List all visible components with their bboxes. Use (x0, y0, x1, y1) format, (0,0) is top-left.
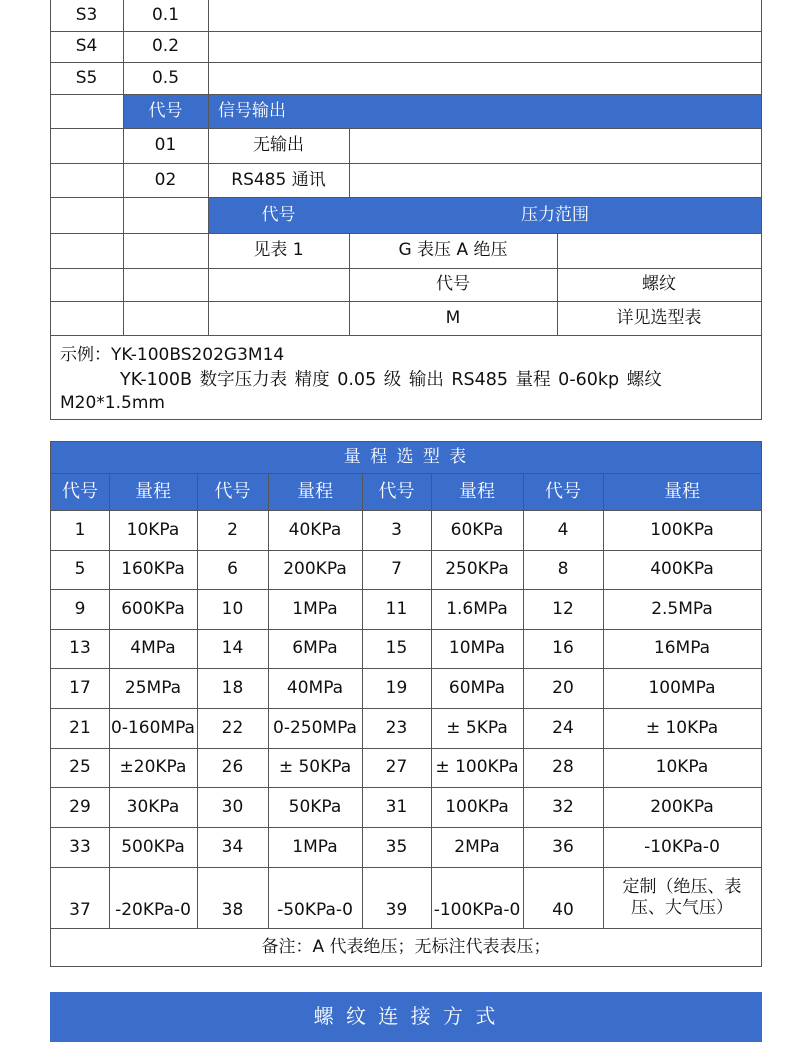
range-code-cell: 40 (552, 899, 574, 920)
range-code-cell: 17 (69, 677, 91, 698)
range-value-cell: 10MPa (448, 638, 506, 659)
range-value-cell: 100KPa (445, 796, 509, 817)
range-table-note: 备注：A 代表绝压；无标注代表表压； (261, 937, 551, 958)
range-code-cell: 26 (221, 757, 244, 778)
range-code-cell: 13 (69, 638, 91, 659)
range-value-cell: 60KPa (450, 519, 504, 540)
range-table-header-range: 量程 (135, 480, 171, 502)
example-line-1: 示例：YK-100BS202G3M14 (60, 345, 285, 365)
range-code-cell: 12 (552, 598, 574, 619)
range-table-header-code: 代号 (545, 480, 581, 502)
range-code-cell: 36 (552, 836, 574, 857)
range-value-cell: 200KPa (650, 796, 714, 817)
range-value-cell: -20KPa-0 (115, 899, 191, 920)
output-name-02: RS485 通讯 (231, 169, 326, 190)
range-code-cell: 25 (69, 757, 91, 778)
range-value-cell: 定制（绝压、表压、大气压） (622, 877, 742, 918)
spec-table (50, 0, 762, 420)
range-value-cell: 10KPa (655, 757, 709, 778)
range-value-cell: 6MPa (292, 638, 338, 659)
range-code-cell: 18 (221, 677, 244, 698)
output-header-code: 代号 (123, 94, 208, 128)
range-table-title: 量 程 选 型 表 (51, 442, 761, 473)
thread-header-name: 螺纹 (642, 274, 676, 295)
range-value-cell: 16MPa (653, 638, 711, 659)
range-code-cell: 7 (391, 559, 402, 580)
example-line-2: YK-100B 数字压力表 精度 0.05 级 输出 RS485 量程 0-60kp 螺纹 (120, 370, 662, 390)
range-code-cell: 28 (552, 757, 574, 778)
thread-section-title: 螺 纹 连 接 方 式 (50, 992, 762, 1042)
range-table-header-range: 量程 (459, 480, 495, 502)
range-value-cell: 600KPa (121, 598, 185, 619)
range-code-cell: 21 (69, 717, 91, 738)
range-code-cell: 27 (385, 757, 408, 778)
range-value-cell: ± 100KPa (435, 757, 519, 778)
range-value-cell: 1MPa (292, 836, 338, 857)
range-value-cell: 60MPa (448, 677, 506, 698)
range-value-cell: 400KPa (650, 559, 714, 580)
range-code-cell: 24 (552, 717, 574, 738)
range-header-name: 压力范围 (349, 197, 761, 233)
range-code-cell: 16 (552, 638, 574, 659)
range-value-cell: 100KPa (650, 519, 714, 540)
range-value-cell: 40MPa (286, 677, 344, 698)
range-value-cell: 4MPa (130, 638, 176, 659)
range-header-code: 代号 (208, 197, 349, 233)
range-table (50, 441, 762, 967)
range-value-s3: 0.1 (151, 5, 180, 26)
range-code-s3: S3 (75, 5, 98, 26)
range-code-cell: 9 (74, 598, 86, 619)
range-value-cell: -10KPa-0 (644, 836, 720, 857)
range-value-cell: 50KPa (288, 796, 342, 817)
range-value-cell: 10KPa (126, 519, 180, 540)
range-value-cell: 1.6MPa (446, 598, 508, 619)
range-code-cell: 19 (385, 677, 408, 698)
output-header-name: 信号输出 (208, 94, 761, 128)
output-code-02: 02 (154, 169, 177, 190)
range-value-cell: ± 10KPa (645, 717, 719, 738)
range-table-header-code: 代号 (214, 480, 251, 502)
range-code-cell: 22 (221, 717, 244, 738)
thread-row-code: M (445, 307, 461, 328)
range-row-name: G 表压 A 绝压 (398, 240, 508, 261)
range-value-cell: ± 5KPa (446, 717, 508, 738)
range-code-cell: 8 (557, 559, 569, 580)
range-value-cell: 250KPa (445, 559, 509, 580)
range-value-cell: 160KPa (121, 559, 185, 580)
range-code-cell: 2 (227, 519, 238, 540)
output-code-01: 01 (154, 135, 177, 156)
range-code-cell: 20 (552, 677, 574, 698)
thread-row-name: 详见选型表 (616, 307, 702, 328)
range-value-cell: 2.5MPa (651, 598, 713, 619)
range-value-cell: 2MPa (454, 836, 500, 857)
range-code-cell: 37 (69, 899, 91, 920)
range-value-cell: 100MPa (648, 677, 716, 698)
example-line-3: M20*1.5mm (60, 393, 165, 413)
range-code-cell: 10 (221, 598, 244, 619)
range-code-cell: 1 (74, 519, 86, 540)
range-value-cell: 500KPa (121, 836, 185, 857)
range-value-cell: 30KPa (126, 796, 180, 817)
range-code-cell: 29 (69, 796, 91, 817)
range-value-cell: ± 50KPa (278, 757, 352, 778)
range-value-cell: 0-250MPa (273, 717, 357, 738)
range-code-cell: 34 (221, 836, 244, 857)
range-value-cell: 25MPa (124, 677, 182, 698)
output-name-01: 无输出 (253, 135, 304, 156)
range-row-code: 见表 1 (253, 240, 304, 261)
range-code-cell: 6 (227, 559, 238, 580)
range-code-cell: 30 (221, 796, 244, 817)
range-table-header-range: 量程 (664, 480, 700, 502)
range-table-header-code: 代号 (62, 480, 98, 502)
range-table-header-code: 代号 (378, 480, 415, 502)
range-code-cell: 11 (385, 598, 408, 619)
range-code-cell: 14 (221, 638, 244, 659)
range-value-cell: -50KPa-0 (277, 899, 353, 920)
range-value-cell: 1MPa (292, 598, 338, 619)
range-code-cell: 39 (385, 899, 408, 920)
range-code-s4: S4 (75, 36, 98, 57)
range-code-cell: 32 (552, 796, 574, 817)
range-code-cell: 5 (74, 559, 86, 580)
range-code-cell: 4 (557, 519, 569, 540)
range-value-cell: ±20KPa (119, 757, 187, 778)
range-code-cell: 38 (221, 899, 244, 920)
range-code-cell: 23 (385, 717, 408, 738)
range-code-cell: 3 (391, 519, 402, 540)
range-value-s5: 0.5 (151, 67, 180, 88)
range-code-s5: S5 (75, 67, 98, 88)
range-value-s4: 0.2 (151, 36, 180, 57)
range-table-header-range: 量程 (297, 480, 333, 502)
thread-header-code: 代号 (436, 274, 470, 295)
range-code-cell: 31 (385, 796, 408, 817)
range-value-cell: 0-160MPa (111, 717, 195, 738)
range-code-cell: 35 (385, 836, 408, 857)
range-code-cell: 33 (69, 836, 91, 857)
range-value-cell: -100KPa-0 (433, 899, 521, 920)
range-value-cell: 200KPa (283, 559, 347, 580)
range-value-cell: 40KPa (288, 519, 342, 540)
range-code-cell: 15 (385, 638, 408, 659)
